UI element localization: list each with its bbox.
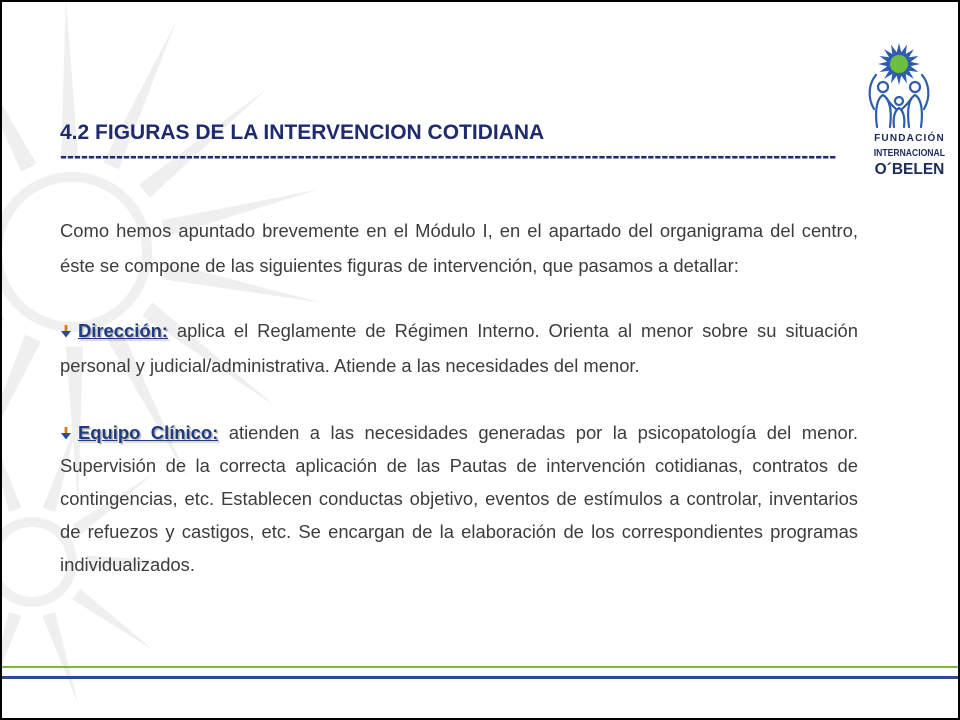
foundation-logo [862, 35, 957, 182]
slide-title: 4.2 FIGURAS DE LA INTERVENCION COTIDIANA [60, 121, 545, 144]
watermark-ray [72, 589, 153, 650]
title-dashed-rule: --------------------------------------------------------------------------------------------------------------- [60, 145, 837, 168]
sun-center-icon [890, 55, 908, 73]
item-label-equipo-clinico: Equipo Clínico: [78, 422, 219, 443]
logo-text-line-1: FUNDACIÓN [874, 133, 945, 144]
footer-blue-line [2, 676, 958, 679]
figure-body-middle [894, 108, 905, 127]
item-text-direccion: aplica el Reglamente de Régimen Interno. Orienta al menor sobre su situación personal y judicial/administrativa. Atiende a las necesidades del menor. [60, 320, 858, 376]
figure-head-right [910, 82, 920, 92]
watermark-ray [2, 335, 41, 485]
intro-paragraph: Como hemos apuntado brevemente en el Módulo I, en el apartado del organigrama del centro, éste se compone de las siguientes figuras de intervención, que pasamos a detallar: [60, 220, 858, 276]
watermark-ray [2, 25, 37, 172]
figure-arm-left [870, 75, 876, 109]
item-text-equipo-clinico: atienden a las necesidades generadas por la psicopatología del menor. Supervisión de la correcta aplicación de las Pautas de intervención cotidianas, contratos de contingencias, etc. Establecen conductas objetivo, eventos de estímulos a controlar, inventarios de refuezos y castigos, etc. Se encargan de la elaboración de los correspondientes programas individualizados. [60, 422, 858, 575]
item-equipo-clinico [60, 416, 858, 581]
watermark-ray [2, 419, 21, 512]
item-direccion [60, 313, 858, 383]
figure-head-left [878, 82, 888, 92]
item-label-direccion: Dirección: [78, 320, 168, 341]
footer-green-line [2, 666, 958, 668]
sun-children-logo-icon [862, 35, 957, 130]
logo-text-line-2: INTERNACIONAL [873, 148, 946, 159]
arrow-down-icon [60, 427, 72, 440]
logo-text-line-3: O´BELEN [874, 161, 945, 178]
figure-arm-right [922, 75, 928, 109]
arrow-down-icon [60, 325, 72, 338]
watermark-ray [43, 612, 79, 705]
watermark-ray [2, 612, 21, 705]
figure-head-middle [895, 97, 903, 105]
